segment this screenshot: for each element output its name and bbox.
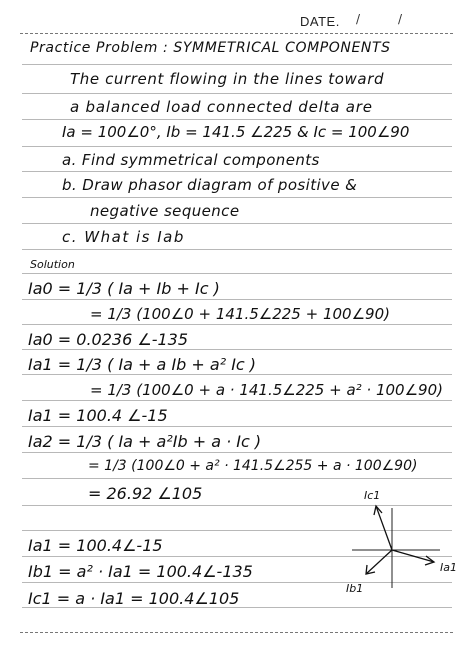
ruled-line xyxy=(22,349,452,350)
ruled-line xyxy=(22,146,452,147)
ruled-line xyxy=(22,299,452,300)
bottom-dashed-rule xyxy=(20,632,453,633)
result-ib1: Ib1 = a² · Ia1 = 100.4∠-135 xyxy=(28,562,253,581)
date-slash-1: / xyxy=(356,12,361,26)
ic1-arrow xyxy=(376,506,392,550)
ia2-formula: Ia2 = 1/3 ( Ia + a²Ib + a · Ic ) xyxy=(28,432,262,451)
result-ic1: Ic1 = a · Ia1 = 100.4∠105 xyxy=(28,589,240,608)
task-c: c. What is Iab xyxy=(62,228,185,246)
ia1-formula: Ia1 = 1/3 ( Ia + a Ib + a² Ic ) xyxy=(28,355,257,374)
ruled-line xyxy=(22,64,452,65)
note-title: Practice Problem : SYMMETRICAL COMPONENTS xyxy=(30,40,391,56)
ib1-arrow xyxy=(366,550,392,574)
task-b-line-2: negative sequence xyxy=(90,202,240,220)
ruled-line xyxy=(22,93,452,94)
result-ia1: Ia1 = 100.4∠-15 xyxy=(28,536,163,555)
ia1-label: Ia1 xyxy=(440,561,457,574)
problem-line-2: a balanced load connected delta are xyxy=(70,98,373,116)
ic1-label: Ic1 xyxy=(364,489,381,502)
ia0-substitution: = 1/3 (100∠0 + 141.5∠225 + 100∠90) xyxy=(90,305,390,323)
ruled-line xyxy=(22,452,452,453)
ruled-line xyxy=(22,223,452,224)
ia0-formula: Ia0 = 1/3 ( Ia + Ib + Ic ) xyxy=(28,279,220,298)
date-label: DATE. xyxy=(300,14,340,29)
ia1-result: Ia1 = 100.4 ∠-15 xyxy=(28,406,168,425)
ruled-line xyxy=(22,374,452,375)
date-slash-2: / xyxy=(398,12,403,26)
ruled-line xyxy=(22,249,452,250)
ruled-line xyxy=(22,119,452,120)
task-a: a. Find symmetrical components xyxy=(62,151,320,169)
ia1-substitution: = 1/3 (100∠0 + a · 141.5∠225 + a² · 100∠90) xyxy=(90,381,443,399)
top-dashed-rule xyxy=(20,33,453,34)
ruled-line xyxy=(22,426,452,427)
ruled-line xyxy=(22,171,452,172)
ruled-line xyxy=(22,400,452,401)
ia2-result: = 26.92 ∠105 xyxy=(88,484,203,503)
given-currents: Ia = 100∠0°, Ib = 141.5 ∠225 & Ic = 100∠90 xyxy=(62,123,410,141)
ruled-line xyxy=(22,478,452,479)
solution-label: Solution xyxy=(30,258,75,271)
ruled-line xyxy=(22,273,452,274)
ruled-line xyxy=(22,197,452,198)
ia2-substitution: = 1/3 (100∠0 + a² · 141.5∠255 + a · 100∠90) xyxy=(88,458,418,474)
phasor-diagram xyxy=(330,488,474,598)
ia0-result: Ia0 = 0.0236 ∠-135 xyxy=(28,330,189,349)
ruled-line xyxy=(22,324,452,325)
ia1-arrow xyxy=(392,550,434,562)
task-b-line-1: b. Draw phasor diagram of positive & xyxy=(62,176,358,194)
ib1-label: Ib1 xyxy=(346,582,364,595)
problem-line-1: The current flowing in the lines toward xyxy=(70,70,385,88)
